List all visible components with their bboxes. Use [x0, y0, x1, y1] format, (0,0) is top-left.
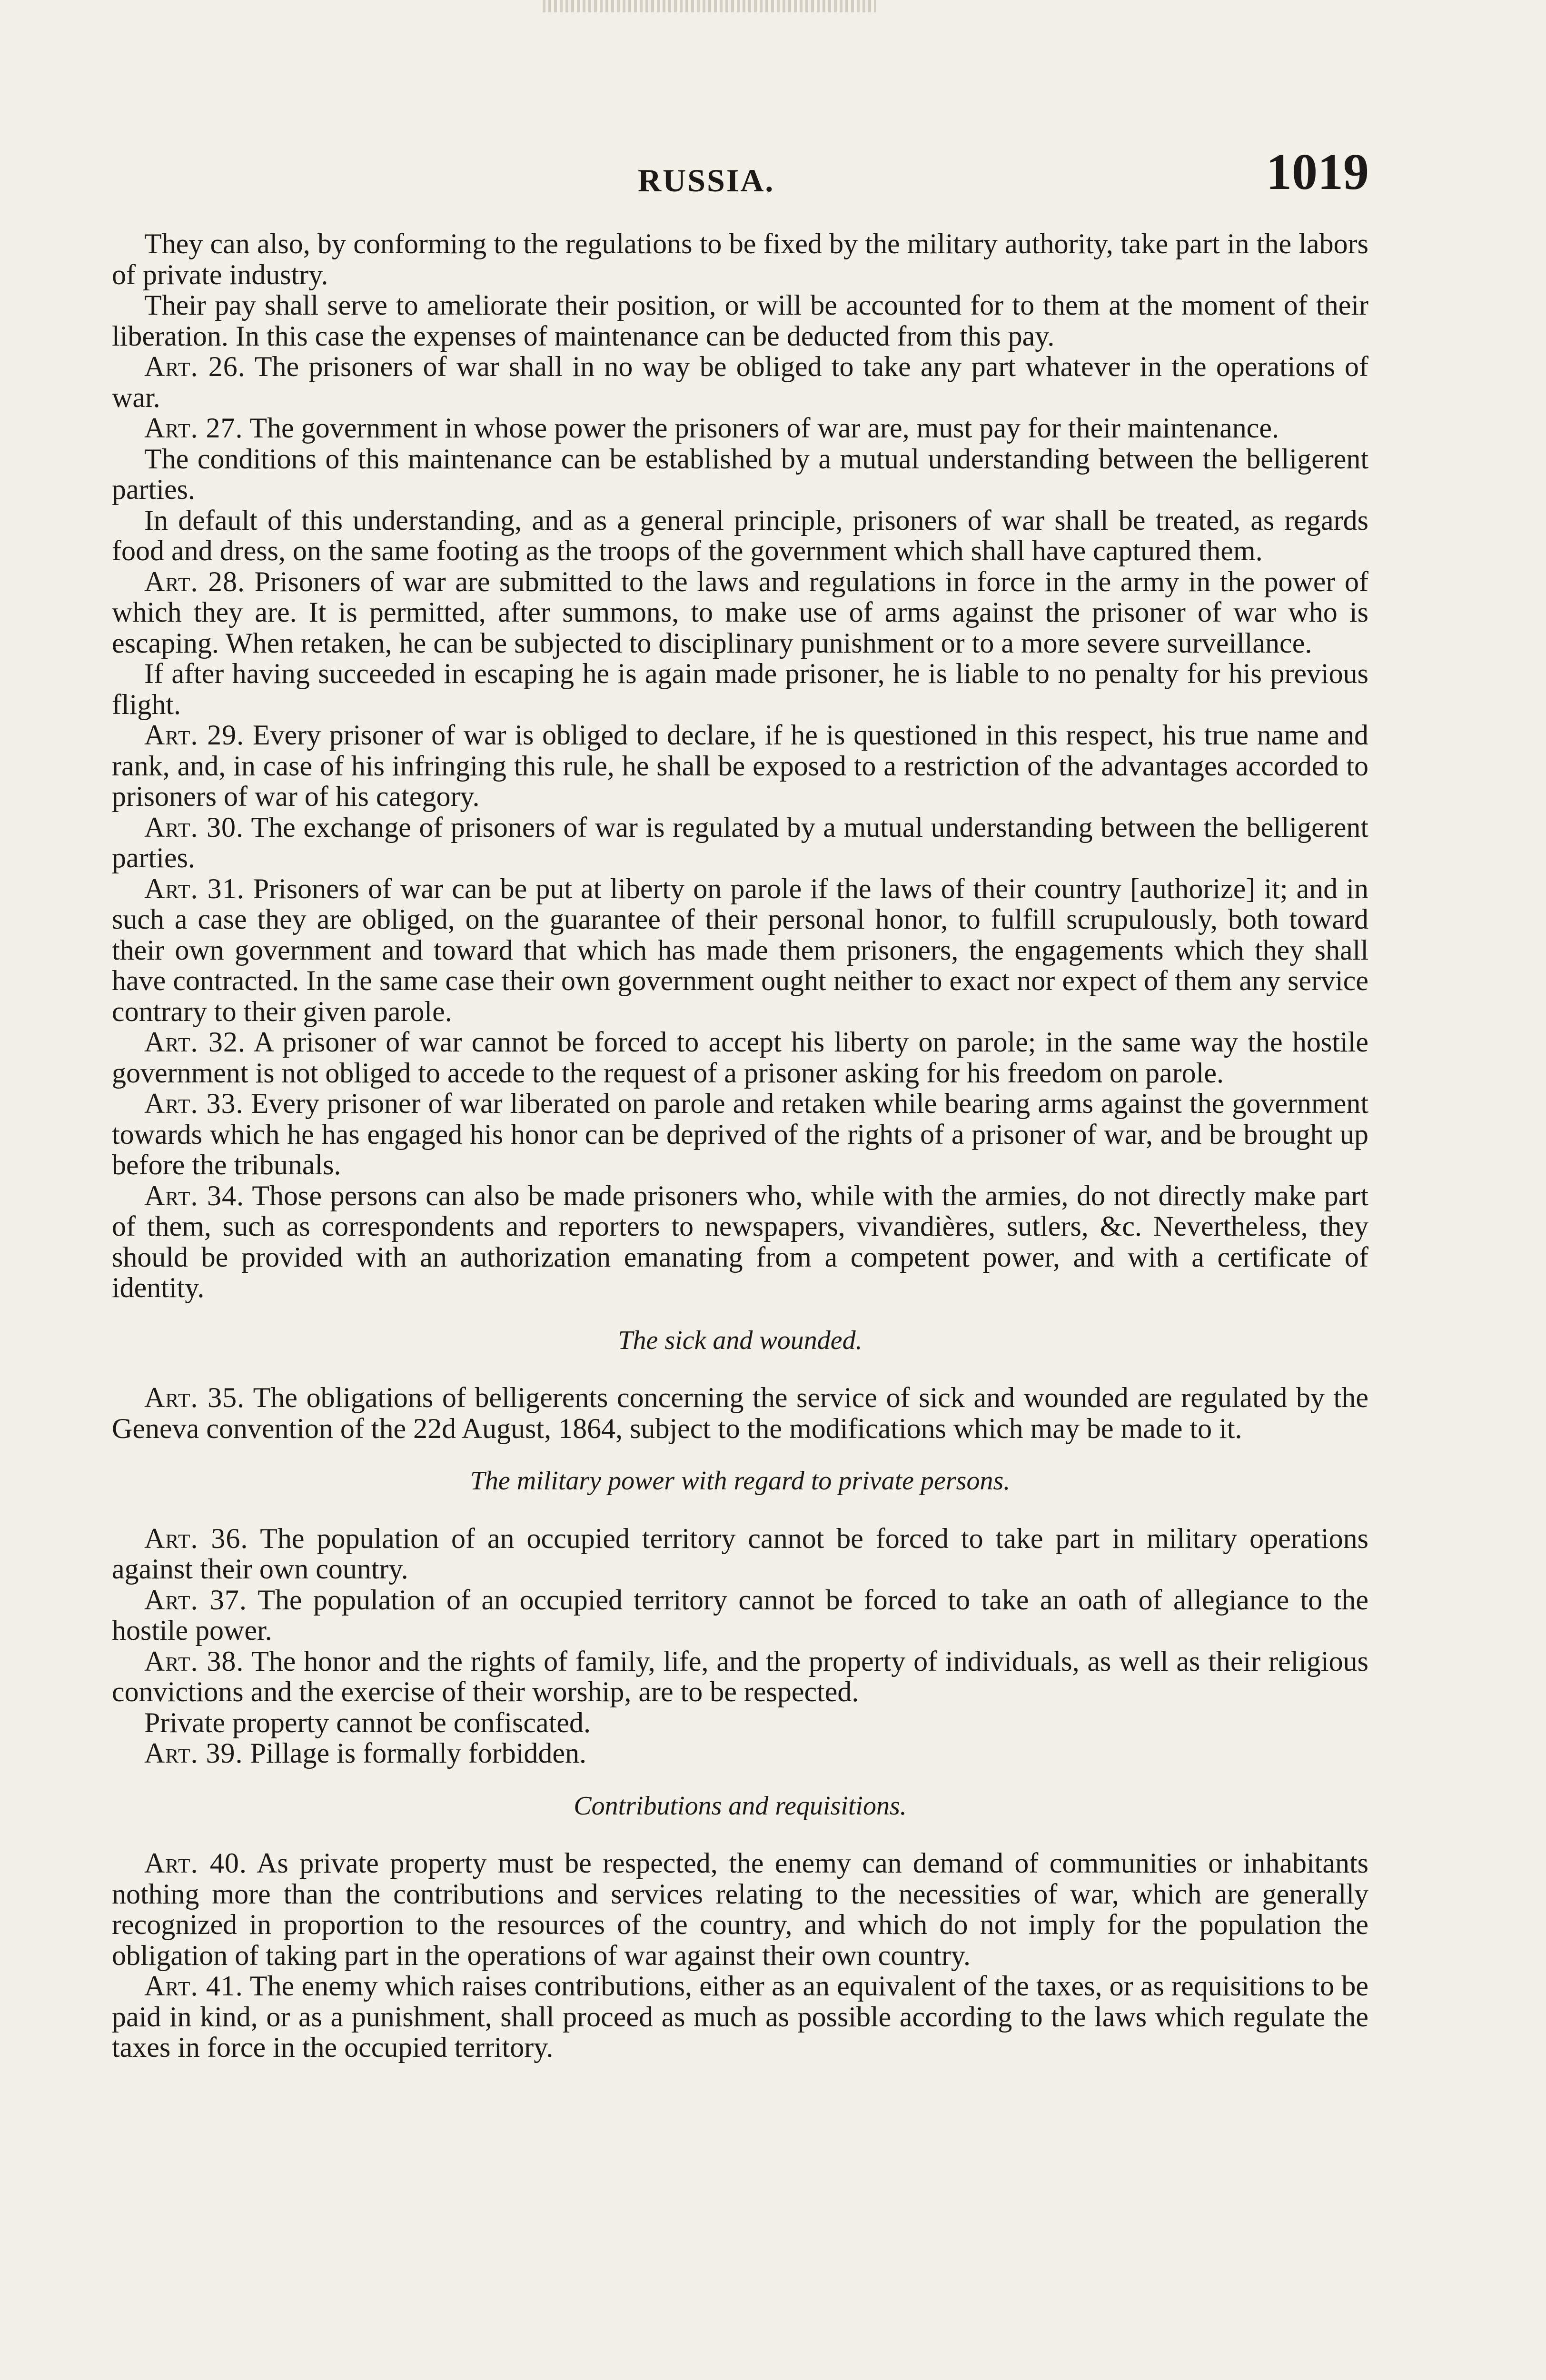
paragraph-text: The population of an occupied territory cannot be forced to take part in military operations against their own country. [112, 1522, 1368, 1585]
article-label: Art. 33. [144, 1088, 244, 1119]
paragraph-text: Prisoners of war can be put at liberty on parole if the laws of their country [authorize] it; and in such a case they are obliged, on the guarantee of their personal honor, to fulfill scrupulously, both toward their own government and toward that which has made them prisoners, the engagements which they shall have contracted. In the same case their own government ought neither to exact nor expect of them any service contrary to their given parole. [112, 873, 1369, 1027]
paragraph-text: As private property must be respected, the enemy can demand of communities or inhabitants nothing more than the contributions and services relating to the necessities of war, which are generally recognized in proportion to the resources of the country, and which do not imply for the population the obligation of taking part in the operations of war against their own country. [112, 1847, 1368, 1971]
paragraph [112, 1738, 1368, 1769]
paragraph-text: Every prisoner of war liberated on parole and retaken while bearing arms against the government towards which he has engaged his honor can be deprived of the rights of a prisoner of war, and be brought up before the tribunals. [112, 1088, 1368, 1180]
paragraph-text: Pillage is formally forbidden. [250, 1737, 587, 1769]
contributions-section [112, 1848, 1368, 2063]
article-label: Art. 28. [144, 565, 245, 597]
paragraph-text: A prisoner of war cannot be forced to accept his liberty on parole; in the same way the hostile government is not obliged to accede to the request of a prisoner asking for his freedom on parole. [112, 1026, 1368, 1089]
article-label: Art. 35. [144, 1382, 245, 1413]
running-head [0, 143, 1546, 200]
sick-wounded-section [112, 1382, 1368, 1444]
paragraph [112, 413, 1368, 444]
article-label: Art. 38. [144, 1645, 244, 1677]
paragraph [112, 566, 1368, 659]
article-label: Art. 32. [144, 1026, 246, 1058]
paragraph [112, 290, 1368, 351]
paragraph-text: The obligations of belligerents concerning the service of sick and wounded are regulated by the Geneva convention of the 22d August, 1864, subject to the modifications which may be made to it. [112, 1382, 1368, 1444]
article-label: Art. 31. [144, 873, 245, 904]
paragraph-text: Prisoners of war are submitted to the laws and regulations in force in the army in the power of which they are. It is permitted, after summons, to make use of arms against the prisoner of war who is escaping. When retaken, he can be subjected to disciplinary punishment or to a more severe surveillance. [112, 565, 1369, 659]
article-label: Art. 30. [144, 811, 244, 843]
paragraph [112, 1027, 1368, 1088]
paragraph [112, 228, 1368, 290]
paragraph [112, 351, 1368, 413]
paragraph-text: The conditions of this maintenance can be established by a mutual understanding between the belligerent parties. [112, 443, 1368, 505]
paragraph [112, 1088, 1368, 1180]
paragraph [112, 658, 1368, 720]
scan-artifact [543, 0, 876, 12]
paragraph-text: The enemy which raises contributions, either as an equivalent of the taxes, or as requisitions to be paid in kind, or as a punishment, shall proceed as much as possible according to the laws which regulate the taxes in force in the occupied territory. [112, 1970, 1368, 2063]
article-label: Art. 29. [144, 719, 245, 751]
paragraph-text: Every prisoner of war is obliged to declare, if he is questioned in this respect, his true name and rank, and, in case of his infringing this rule, he shall be exposed to a restriction of the advantages accorded to prisoners of war of his category. [112, 719, 1369, 812]
article-label: Art. 39. [144, 1737, 243, 1769]
paragraph-text: The government in whose power the prisoners of war are, must pay for their maintenance. [249, 412, 1279, 444]
body-text [112, 228, 1368, 2063]
article-label: Art. 34. [144, 1180, 244, 1211]
paragraph [112, 1382, 1368, 1444]
article-label: Art. 27. [144, 412, 243, 444]
article-label: Art. 41. [144, 1970, 243, 2002]
paragraph [112, 1523, 1368, 1585]
paragraph-text: Private property cannot be confiscated. [144, 1706, 591, 1738]
running-title: RUSSIA. [638, 162, 775, 198]
military-power-section [112, 1523, 1368, 1769]
paragraph-text: They can also, by conforming to the regulations to be fixed by the military authority, take part in the labors of private industry. [112, 228, 1368, 290]
paragraph-text: The population of an occupied territory cannot be forced to take an oath of allegiance to the hostile power. [112, 1584, 1369, 1646]
paragraph-text: The prisoners of war shall in no way be obliged to take any part whatever in the operations of war. [112, 351, 1368, 413]
paragraph-text: The honor and the rights of family, life, and the property of individuals, as well as their religious convictions and the exercise of their worship, are to be respected. [112, 1645, 1368, 1707]
paragraph [112, 1180, 1368, 1303]
paragraph-text: If after having succeeded in escaping he is again made prisoner, he is liable to no penalty for his previous flight. [112, 658, 1368, 720]
paragraph [112, 1585, 1368, 1646]
prisoners-section [112, 228, 1368, 1303]
paragraph-text: In default of this understanding, and as a general principle, prisoners of war shall be treated, as regards food and dress, on the same footing as the troops of the government which shall have captured them. [112, 504, 1368, 566]
paragraph-text: Their pay shall serve to ameliorate their position, or will be accounted for to them at the moment of their liberation. In this case the expenses of maintenance can be deducted from this pay. [112, 289, 1368, 352]
article-label: Art. 40. [144, 1847, 247, 1879]
paragraph [112, 1646, 1368, 1707]
article-label: Art. 26. [144, 351, 246, 382]
section-heading-contributions: Contributions and requisitions. [574, 1791, 907, 1821]
paragraph [112, 1971, 1368, 2063]
article-label: Art. 37. [144, 1584, 247, 1616]
paragraph-text: Those persons can also be made prisoners who, while with the armies, do not directly make part of them, such as correspondents and reporters to newspapers, vivandières, sutlers, &c. Nevertheless, they should be provided with an authorization emanating from a competent power, and with a certificate of identity. [112, 1180, 1369, 1303]
paragraph [112, 873, 1368, 1027]
paragraph [112, 1848, 1368, 1971]
paragraph-text: The exchange of prisoners of war is regulated by a mutual understanding between the belligerent parties. [112, 811, 1368, 873]
section-heading-sick-wounded: The sick and wounded. [618, 1325, 862, 1355]
page-number: 1019 [1266, 144, 1369, 200]
article-label: Art. 36. [144, 1522, 248, 1554]
section-heading-military-power: The military power with regard to private persons. [470, 1466, 1011, 1496]
paragraph [112, 1707, 1368, 1738]
paragraph [112, 444, 1368, 505]
paragraph [112, 720, 1368, 812]
paragraph [112, 505, 1368, 566]
paragraph [112, 812, 1368, 873]
